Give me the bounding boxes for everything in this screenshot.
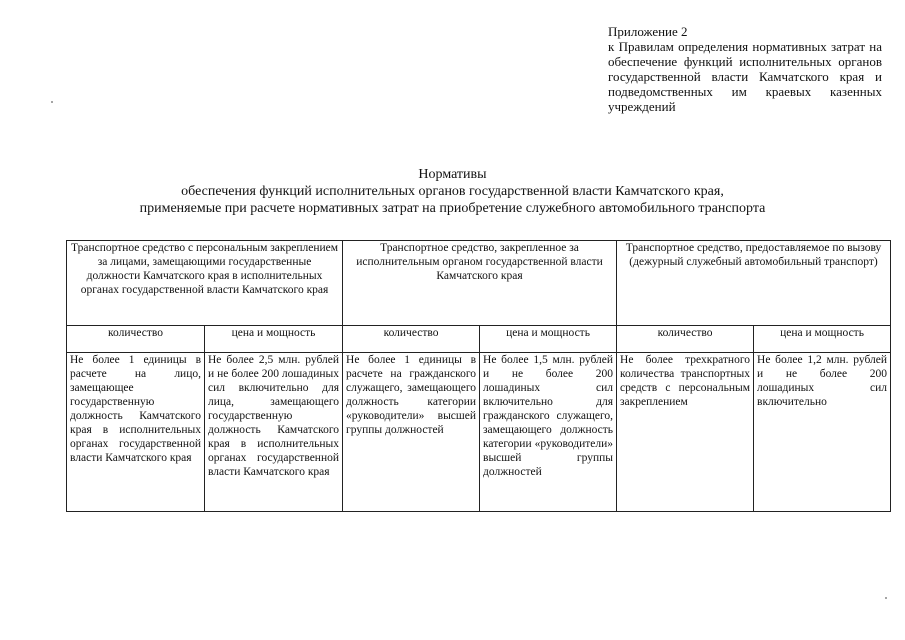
subheader-price-power: цена и мощность <box>754 326 891 353</box>
document-heading <box>60 166 845 217</box>
group-header-row <box>67 241 891 326</box>
subheader-quantity: количество <box>343 326 480 353</box>
subheader-quantity: количество <box>617 326 754 353</box>
table-cell: Не более трехкратного количества транспортных средств с персональным закреплением <box>617 353 754 512</box>
subheader-quantity: количество <box>67 326 205 353</box>
table-cell: Не более 1 единицы в расчете на гражданского служащего, замещающего должность категории «руководители» высшей группы должностей <box>343 353 480 512</box>
subheader-price-power: цена и мощность <box>205 326 343 353</box>
scan-speck <box>51 101 53 103</box>
norms-table <box>66 240 891 512</box>
scan-speck <box>885 597 887 599</box>
table-cell: Не более 1,2 млн. рублей и не более 200 лошадиных сил включительно <box>754 353 891 512</box>
table-row <box>67 353 891 512</box>
group-header-on-call: Транспортное средство, предоставляемое по вызову (дежурный служебный автомобильный транспорт) <box>617 241 891 326</box>
appendix-title: Приложение 2 <box>608 24 688 39</box>
group-header-assigned: Транспортное средство, закрепленное за исполнительным органом государственной власти Камчатского края <box>343 241 617 326</box>
heading-title: Нормативы <box>418 167 487 182</box>
appendix-body: к Правилам определения нормативных затрат на обеспечение функций исполнительных органов государственной власти Камчатского края и подведомственных им краевых казенных учреждений <box>608 39 882 114</box>
appendix-note <box>608 24 882 114</box>
group-header-personal: Транспортное средство с персональным закреплением за лицами, замещающими государственные должности Камчатского края в исполнительных органах государственной власти Камчатского края <box>67 241 343 326</box>
table-cell: Не более 2,5 млн. рублей и не более 200 лошадиных сил включительно для лица, замещающего государственную должность Камчатского края в исполнительных органах государственной власти Камчатского края <box>205 353 343 512</box>
subheader-price-power: цена и мощность <box>480 326 617 353</box>
heading-line-2: применяемые при расчете нормативных затрат на приобретение служебного автомобильного транспорта <box>139 201 766 216</box>
heading-line-1: обеспечения функций исполнительных органов государственной власти Камчатского края, <box>181 184 724 199</box>
subheader-row <box>67 326 891 353</box>
table-cell: Не более 1,5 млн. рублей и не более 200 лошадиных сил включительно для гражданского служащего, замещающего должность категории «руководители» высшей группы должностей <box>480 353 617 512</box>
table-cell: Не более 1 единицы в расчете на лицо, замещающее государственную должность Камчатского края в исполнительных органах государственной власти Камчатского края <box>67 353 205 512</box>
